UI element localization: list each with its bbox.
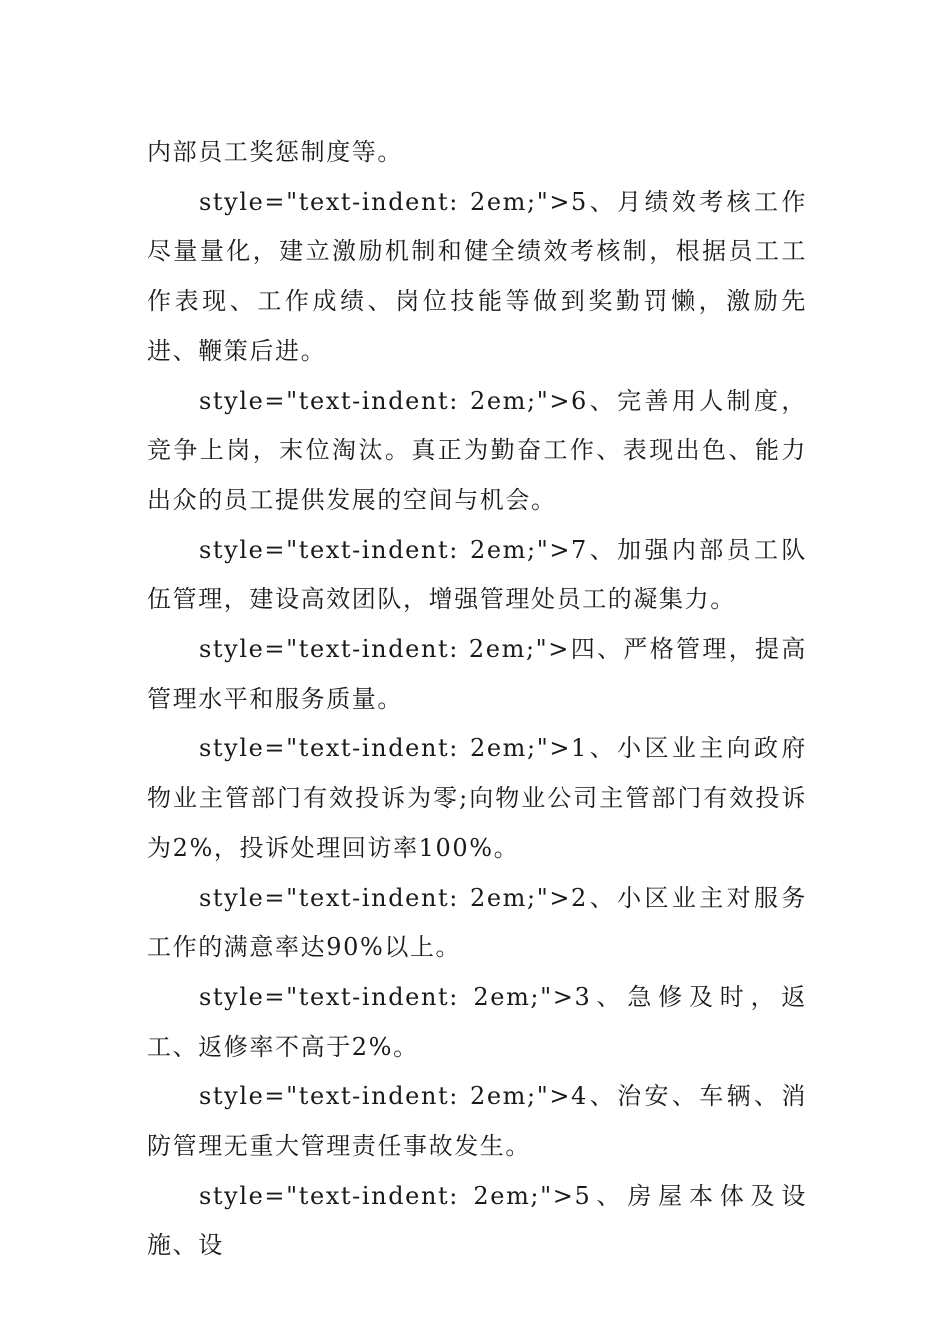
paragraph-1: 内部员工奖惩制度等。 [147,138,403,166]
paragraph-7: style="text-indent: 2em;">2、小区业主对服务工作的满意率达90%以上。 [147,883,807,962]
paragraph-4: style="text-indent: 2em;">7、加强内部员工队伍管理，建设高效团队，增强管理处员工的凝集力。 [147,535,807,614]
paragraph-10: style="text-indent: 2em;">5、房屋本体及设施、设 [147,1181,807,1260]
document-body [147,128,807,1271]
paragraph-8: style="text-indent: 2em;">3、急修及时，返工、返修率不高于2%。 [147,982,807,1061]
paragraph-3: style="text-indent: 2em;">6、完善用人制度，竞争上岗，末位淘汰。真正为勤奋工作、表现出色、能力出众的员工提供发展的空间与机会。 [147,386,807,514]
paragraph-6: style="text-indent: 2em;">1、小区业主向政府物业主管部门有效投诉为零;向物业公司主管部门有效投诉为2%，投诉处理回访率100%。 [147,734,807,862]
paragraph-9: style="text-indent: 2em;">4、治安、车辆、消防管理无重大管理责任事故发生。 [147,1082,807,1161]
paragraph-2: style="text-indent: 2em;">5、月绩效考核工作尽量量化，建立激励机制和健全绩效考核制，根据员工工作表现、工作成绩、岗位技能等做到奖勤罚懒，激励先进、鞭策后进。 [147,187,807,365]
paragraph-5: style="text-indent: 2em;">四、严格管理，提高管理水平和服务质量。 [147,635,807,713]
